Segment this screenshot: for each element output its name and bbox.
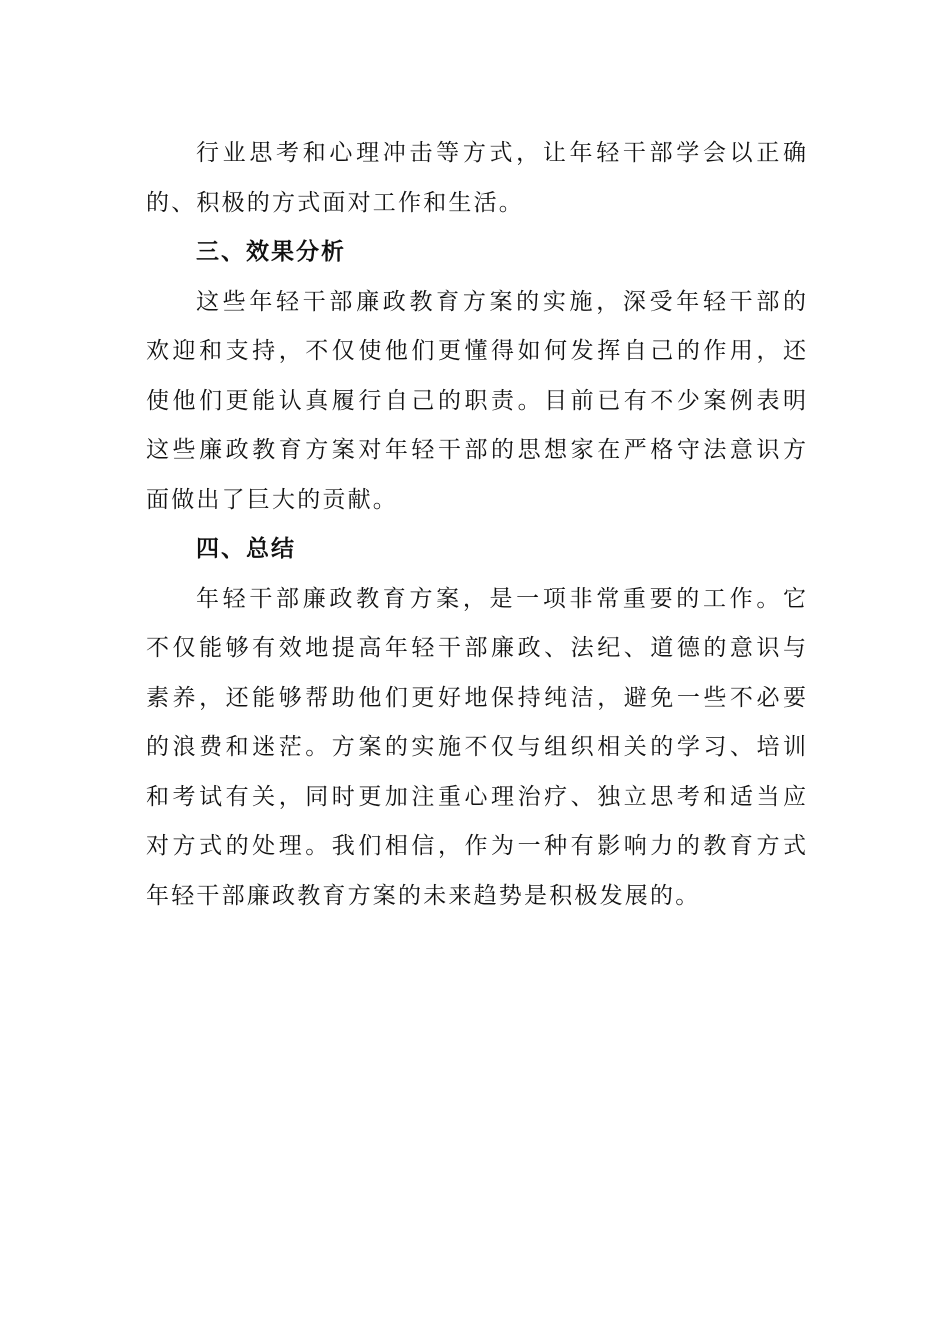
paragraph-line: 对方式的处理。我们相信，作为一种有影响力的教育方式: [146, 833, 806, 859]
paragraph-line: 面做出了巨大的贡献。: [146, 486, 398, 513]
paragraph-line: 年轻干部廉政教育方案，是一项非常重要的工作。它: [196, 585, 806, 612]
paragraph-line: 的浪费和迷茫。方案的实施不仅与组织相关的学习、培训: [146, 734, 806, 760]
section-heading-effect-analysis: 三、效果分析: [196, 239, 346, 265]
paragraph-line: 和考试有关，同时更加注重心理治疗、独立思考和适当应: [146, 783, 806, 810]
paragraph-line: 这些年轻干部廉政教育方案的实施，深受年轻干部的: [196, 288, 806, 315]
paragraph-line: 欢迎和支持，不仅使他们更懂得如何发挥自己的作用，还: [146, 338, 806, 364]
section-heading-summary: 四、总结: [196, 536, 296, 562]
document-body: [146, 129, 806, 921]
paragraph-line: 行业思考和心理冲击等方式，让年轻干部学会以正确: [196, 140, 806, 166]
paragraph-line: 使他们更能认真履行自己的职责。目前已有不少案例表明: [146, 387, 806, 414]
paragraph-line: 年轻干部廉政教育方案的未来趋势是积极发展的。: [146, 882, 701, 909]
paragraph-line: 的、积极的方式面对工作和生活。: [146, 189, 524, 216]
paragraph-line: 这些廉政教育方案对年轻干部的思想家在严格守法意识方: [146, 437, 806, 463]
paragraph-line: 不仅能够有效地提高年轻干部廉政、法纪、道德的意识与: [146, 635, 806, 661]
paragraph-line: 素养，还能够帮助他们更好地保持纯洁，避免一些不必要: [146, 684, 806, 711]
